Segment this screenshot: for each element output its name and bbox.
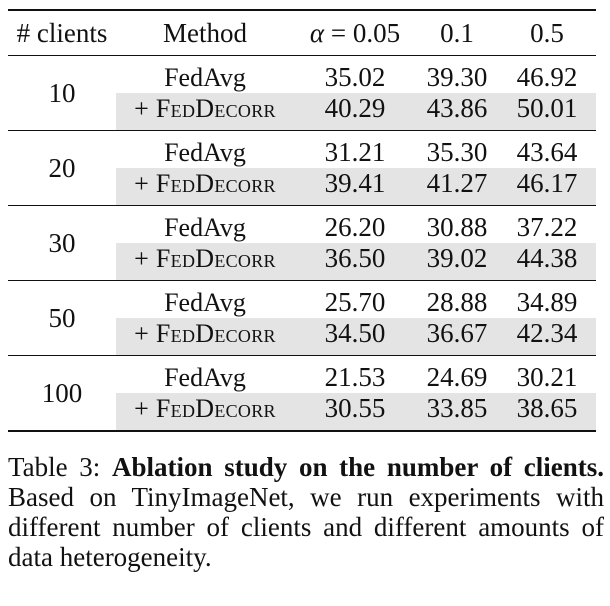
method-label: + FedDecorr — [134, 319, 276, 348]
cell-method — [116, 393, 294, 431]
cell-value: 43.64 — [516, 137, 578, 167]
method-label: FedAvg — [164, 63, 246, 92]
cell-value: 40.29 — [294, 93, 416, 131]
cell-value: 34.89 — [516, 287, 578, 317]
cell-value: 46.92 — [516, 62, 578, 92]
method-label: + FedDecorr — [134, 94, 276, 123]
cell-value: 35.02 — [324, 62, 386, 92]
cell-value: 42.34 — [498, 318, 596, 356]
cell-method — [116, 56, 294, 94]
caption-title: Ablation study on the number of clients. — [111, 452, 605, 482]
cell-clients: 100 — [41, 377, 83, 408]
method-label: + FedDecorr — [134, 394, 276, 423]
cell-value: 50.01 — [498, 93, 596, 131]
cell-value: 24.69 — [426, 362, 488, 392]
cell-clients: 30 — [48, 227, 76, 258]
method-label: FedAvg — [164, 213, 246, 242]
method-label: FedAvg — [164, 363, 246, 392]
alpha-value-1: = 0.05 — [324, 17, 401, 48]
table-row — [8, 206, 596, 244]
table-group — [8, 281, 596, 356]
cell-method — [116, 356, 294, 394]
cell-value: 38.65 — [498, 393, 596, 431]
caption-label: Table 3: — [8, 452, 112, 482]
cell-value: 31.21 — [324, 137, 386, 167]
table-row — [8, 281, 596, 319]
alpha-symbol: α — [309, 17, 325, 48]
cell-value: 39.30 — [426, 62, 488, 92]
cell-value: 43.86 — [416, 93, 498, 131]
header-row — [8, 10, 596, 56]
header-alpha-1 — [294, 10, 416, 56]
cell-value: 33.85 — [416, 393, 498, 431]
results-table — [8, 9, 596, 432]
table-group — [8, 131, 596, 206]
cell-method — [116, 281, 294, 319]
table-row — [8, 131, 596, 169]
cell-value: 46.17 — [498, 168, 596, 206]
method-label: + FedDecorr — [134, 169, 276, 198]
table-group — [8, 56, 596, 131]
method-label: FedAvg — [164, 138, 246, 167]
method-label: FedAvg — [164, 288, 246, 317]
method-label: + FedDecorr — [134, 244, 276, 273]
cell-value: 39.41 — [294, 168, 416, 206]
cell-value: 37.22 — [516, 212, 578, 242]
table-group — [8, 206, 596, 281]
cell-method — [116, 131, 294, 169]
cell-value: 44.38 — [498, 243, 596, 281]
cell-value: 25.70 — [324, 287, 386, 317]
header-alpha-3: 0.5 — [498, 10, 596, 56]
cell-clients: 10 — [48, 77, 76, 108]
table-row — [8, 56, 596, 94]
caption-text: Based on TinyImageNet, we run experiments with different number of clients and different amounts of data heterogeneity. — [8, 482, 604, 572]
cell-value: 28.88 — [426, 287, 488, 317]
table-row — [8, 356, 596, 394]
cell-clients: 20 — [48, 152, 76, 183]
cell-value: 21.53 — [324, 362, 386, 392]
cell-value: 39.02 — [416, 243, 498, 281]
cell-value: 35.30 — [426, 137, 488, 167]
cell-value: 30.88 — [426, 212, 488, 242]
cell-value: 26.20 — [324, 212, 386, 242]
cell-value: 30.21 — [516, 362, 578, 392]
cell-value: 36.67 — [416, 318, 498, 356]
cell-value: 34.50 — [294, 318, 416, 356]
cell-method — [116, 318, 294, 356]
cell-method — [116, 168, 294, 206]
cell-value: 36.50 — [294, 243, 416, 281]
cell-method — [116, 206, 294, 244]
header-method: Method — [116, 10, 294, 56]
table-caption — [8, 452, 604, 572]
cell-method — [116, 93, 294, 131]
cell-value: 41.27 — [416, 168, 498, 206]
cell-value: 30.55 — [294, 393, 416, 431]
header-alpha-2: 0.1 — [416, 10, 498, 56]
table-group — [8, 356, 596, 432]
header-clients: # clients — [8, 10, 116, 56]
cell-method — [116, 243, 294, 281]
cell-clients: 50 — [48, 302, 76, 333]
